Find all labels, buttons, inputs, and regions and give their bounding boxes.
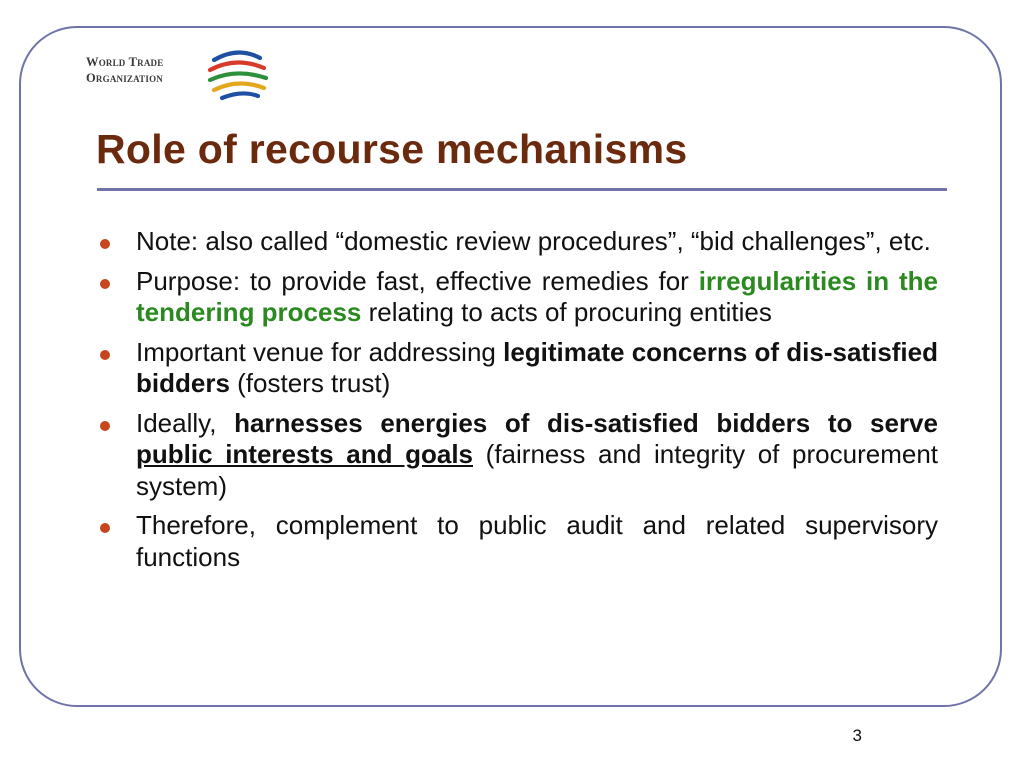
bullet-item [100, 337, 938, 400]
bullet-item [100, 510, 938, 573]
bullet-text-segment: harnesses energies of dis-satisfied bidders to serve [234, 407, 938, 438]
bullet-text-segment: Note: also called “domestic review procedures”, “bid challenges”, etc. [136, 226, 931, 256]
bullet-text-segment: Ideally, [136, 407, 235, 438]
wto-logo [86, 46, 276, 106]
bullet-item [100, 408, 938, 503]
bullet-list [100, 226, 938, 581]
bullet-text-segment: (fairness and integrity of procurement system) [136, 439, 939, 501]
slide-title: Role of recourse mechanisms [96, 126, 688, 172]
bullet-dot-icon [100, 523, 110, 533]
bullet-text-segment: Important venue for addressing [136, 336, 504, 367]
bullet-text-segment: relating to acts of procuring entities [361, 297, 772, 327]
bullet-text-segment: public interests and goals [136, 439, 474, 469]
bullet-dot-icon [100, 421, 110, 431]
logo-line-2: Organization [86, 71, 163, 85]
bullet-item [100, 266, 938, 329]
wto-swirl-icon [204, 46, 270, 104]
bullet-text-segment: (fosters trust) [229, 368, 391, 398]
bullet-text-segment: Therefore, complement to public audit and related supervisory functions [136, 510, 938, 572]
title-underline-rule [97, 188, 947, 191]
bullet-dot-icon [100, 279, 110, 289]
bullet-dot-icon [100, 350, 110, 360]
logo-line-1: World Trade [86, 55, 164, 69]
bullet-item [100, 226, 938, 258]
bullet-text-segment: irregularities in the tendering process [136, 265, 938, 327]
logo-wordmark [86, 54, 163, 86]
page-number: 3 [852, 726, 862, 745]
bullet-text-segment: Purpose: to provide fast, effective remedies for [136, 265, 699, 296]
bullet-dot-icon [100, 239, 110, 249]
bullet-text-segment: legitimate concerns of dis-satisfied bidders [136, 336, 938, 398]
